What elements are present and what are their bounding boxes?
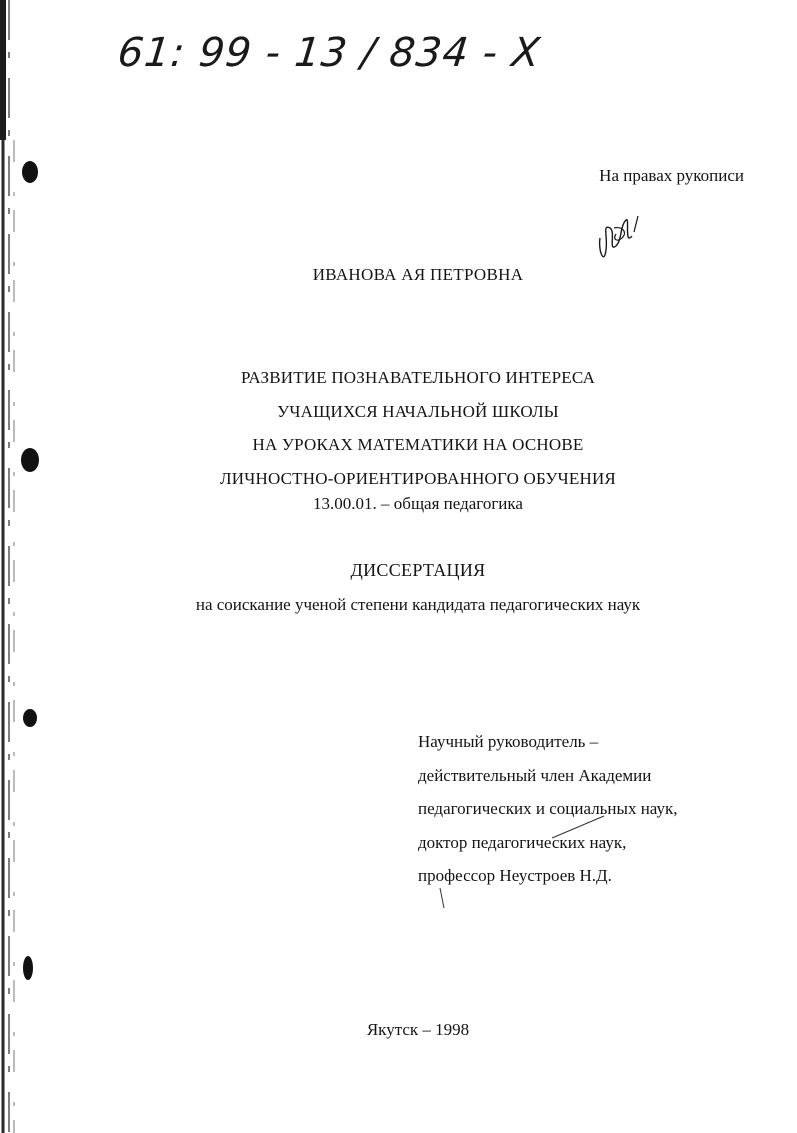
supervisor-line: профессор Неустроев Н.Д. (418, 866, 612, 885)
pen-stroke-icon (548, 812, 608, 842)
title-line: ЛИЧНОСТНО-ОРИЕНТИРОВАННОГО ОБУЧЕНИЯ (220, 468, 616, 488)
rights-note: На правах рукописи (599, 166, 744, 185)
place-year: Якутск – 1998 (366, 1020, 470, 1039)
supervisor-line: педагогических и социальных наук, (418, 799, 678, 818)
document-type: ДИССЕРТАЦИЯ (350, 560, 486, 580)
specialty-code: 13.00.01. – общая педагогика (313, 494, 523, 513)
dissertation-title (0, 361, 797, 495)
author-name: ИВАНОВА АЯ ПЕТРОВНА (312, 265, 524, 284)
title-line: НА УРОКАХ МАТЕМАТИКИ НА ОСНОВЕ (252, 435, 584, 454)
catalog-code-handwritten: 61: 99 - 13 / 834 - X (115, 30, 543, 76)
supervisor-block (418, 725, 677, 893)
supervisor-line: действительный член Академии (418, 765, 652, 785)
supervisor-line: Научный руководитель – (418, 732, 599, 751)
supervisor-line: доктор педагогических наук, (418, 832, 627, 852)
pen-tick-icon (436, 886, 450, 910)
degree-line: на соискание ученой степени кандидата педагогических наук (195, 595, 641, 614)
title-line: РАЗВИТИЕ ПОЗНАВАТЕЛЬНОГО ИНТЕРЕСА (240, 368, 596, 387)
title-line: УЧАЩИХСЯ НАЧАЛЬНОЙ ШКОЛЫ (277, 401, 559, 421)
